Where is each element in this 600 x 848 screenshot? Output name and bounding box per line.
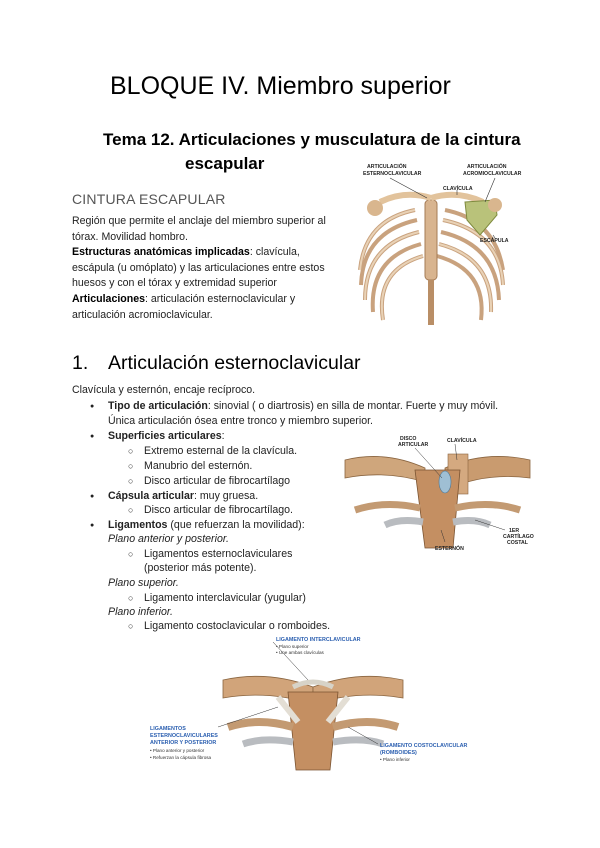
label-esternoclavicular-1: ARTICULACIÓN [367,164,407,170]
section-1-number: 1. [72,352,89,374]
superficies-colon: : [221,430,225,442]
label-acromioclavicular-1: ARTICULACIÓN [467,164,507,170]
fig2-label-cartilago-3: COSTAL [507,540,528,546]
superficies-label: Superficies articulares [108,430,222,442]
fig2-label-cartilago-2: CARTÍLAGO [503,534,534,540]
thorax-skeleton-figure [345,160,530,335]
fig2-label-esternon: ESTERNÓN [435,546,464,552]
fig3-costoclavicular-note: • Plano inferior [380,757,410,762]
ligamentos-label: Ligamentos [108,519,168,531]
section-1-title: Articulación esternoclavicular [108,352,361,374]
fig3-esternoclaviculares-note-2: • Refuerzan la cápsula fibrosa [150,755,212,760]
fig3-interclavicular-note-2: • Une ambas clavículas [276,650,324,655]
superficie-item-1: ○ Extremo esternal de la clavícula. [144,444,297,459]
fig3-label-costoclavicular-1: LIGAMENTO COSTOCLAVICULAR [380,743,468,749]
plano-anterior-posterior: Plano anterior y posterior. [108,533,229,545]
ligamentos-text: (que refuerzan la movilidad): [167,519,305,531]
page-title: BLOQUE IV. Miembro superior [110,72,451,100]
superficie-item-3: ○ Disco articular de fibrocartílago [144,474,290,489]
fig3-label-interclavicular: LIGAMENTO INTERCLAVICULAR [276,637,361,643]
tipo-label: Tipo de articulación [108,400,208,412]
list-item-capsula [108,489,258,504]
label-escapula: ESCÁPULA [480,238,509,244]
fig3-esternoclaviculares-note-1: • Plano anterior y posterior [150,748,205,753]
label-clavicula: CLAVÍCULA [443,186,473,192]
tipo-text: : sinovial ( o diartrosis) en silla de montar. Fuerte y muy móvil. [207,400,499,412]
label-acromioclavicular-2: ACROMIOCLAVICULAR [463,171,522,177]
plano-inferior: Plano inferior. [108,606,173,618]
sternoclavicular-joint-figure [345,430,534,555]
capsula-text: : muy gruesa. [193,490,259,502]
sup-item: ○ Ligamento interclavicular (yugular) [144,591,306,606]
list-item-tipo [108,399,498,414]
fig2-label-clavicula: CLAVÍCULA [447,438,477,444]
tipo-text-line2: Única articulación ósea entre tronco y miembro superior. [108,415,373,427]
list-item-superficies [108,429,225,444]
fig3-label-esternoclaviculares-1: LIGAMENTOS [150,726,186,732]
section-heading: CINTURA ESCAPULAR [72,191,226,207]
ap-item-line2: (posterior más potente). [144,562,257,574]
fig2-label-cartilago-1: 1ER [509,528,520,534]
superficie-item-2: ○ Manubrio del esternón. [144,459,252,474]
fig3-label-esternoclaviculares-2: ESTERNOCLAVICULARES [150,733,218,739]
plano-superior: Plano superior. [108,577,179,589]
body-intro: Clavícula y esternón, encaje recíproco. [72,384,256,396]
section-1-heading [72,352,361,375]
estructuras-text: : clavícula, escápula (u omóplato) y las articulaciones entre estos huesos y con el tórax y extremidad superior [72,246,325,290]
fig3-interclavicular-note-1: • Plano superior [276,644,309,649]
fig2-label-disco-2: ARTICULAR [398,442,429,448]
inf-item: ○ Ligamento costoclavicular o romboides. [144,619,330,634]
ap-item-line1: ○ Ligamentos esternoclaviculares [144,547,292,562]
fig3-label-costoclavicular-2: (ROMBOIDES) [380,750,417,756]
capsula-label: Cápsula articular [108,490,194,502]
topic-title-line1: Tema 12. Articulaciones y musculatura de la cintura [103,130,521,149]
label-esternoclavicular-2: ESTERNOCLAVICULAR [363,171,422,177]
articulaciones-text: : articulación esternoclavicular y articulación acromioclavicular. [72,292,296,321]
ligaments-figure [148,632,473,772]
topic-title-line2: escapular [185,154,265,173]
list-item-ligamentos [108,518,305,533]
articulaciones-label: Articulaciones [72,292,146,305]
fig2-label-disco-1: DISCO [400,436,417,442]
intro-definition: Región que permite el anclaje del miembro superior al tórax. Movilidad hombro. [72,215,326,243]
intro-paragraph [72,214,344,323]
estructuras-label: Estructuras anatómicas implicadas [72,246,250,259]
fig3-label-esternoclaviculares-3: ANTERIOR Y POSTERIOR [150,740,217,746]
capsula-item-1: ○ Disco articular de fibrocartílago. [144,503,293,518]
